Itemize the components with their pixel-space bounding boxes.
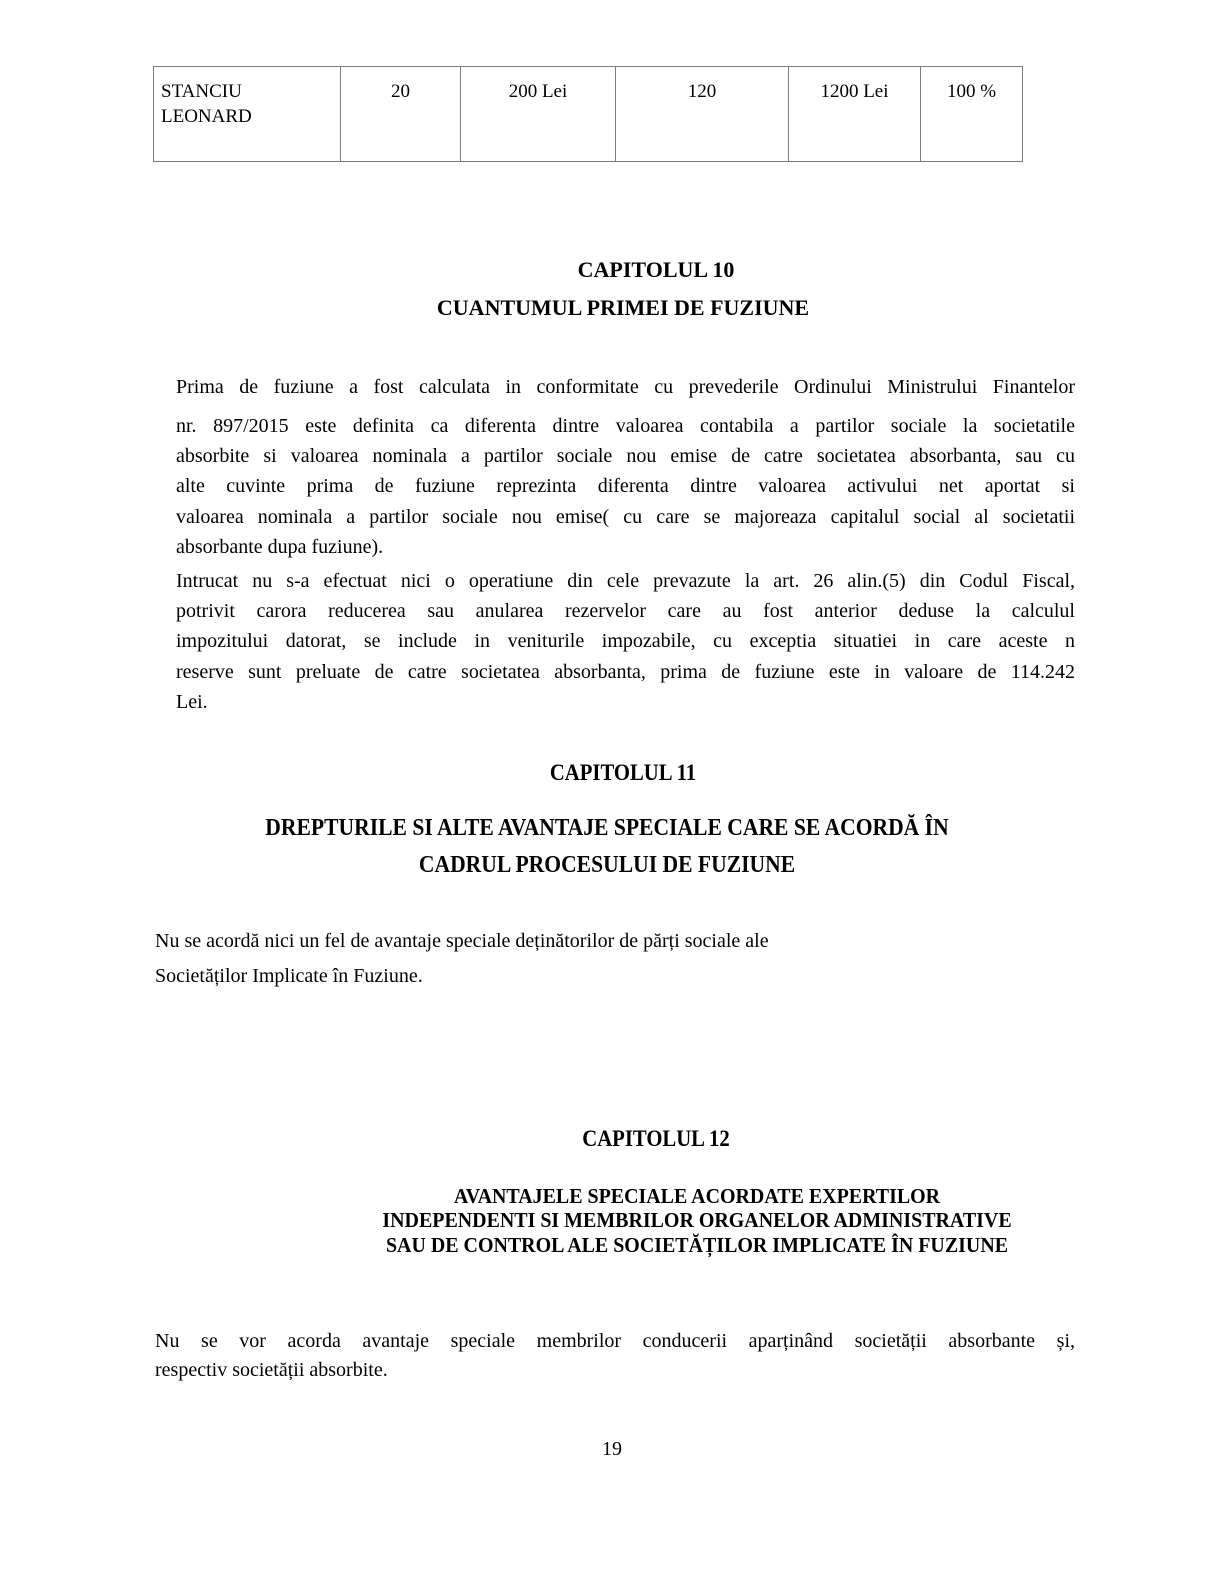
chapter-10-subtitle: CUANTUMUL PRIMEI DE FUZIUNE xyxy=(436,295,810,320)
paragraph-line: Lei. xyxy=(176,690,208,713)
paragraph-line: valoarea nominala a partilor sociale nou emise( cu care se majoreaza capitalul social al societatii xyxy=(176,505,1075,528)
paragraph-line: impozitului datorat, se include in veniturile impozabile, cu exceptia situatiei in care aceste n xyxy=(176,630,1075,653)
paragraph-line: alte cuvinte prima de fuziune reprezinta diferenta dintre valoarea activului net aportat si xyxy=(176,475,1075,498)
chapter-11-title: CAPITOLUL 11 xyxy=(549,760,697,785)
subtitle-line: DREPTURILE SI ALTE AVANTAJE SPECIALE CARE SE ACORDĂ ÎN xyxy=(265,815,949,841)
subtitle-line: CADRUL PROCESULUI DE FUZIUNE xyxy=(418,852,796,878)
chapter-12-subtitle xyxy=(116,1184,1224,1257)
table-cell-percentage: 100 % xyxy=(921,67,1023,162)
chapter-12-title: CAPITOLUL 12 xyxy=(582,1126,730,1151)
table-cell-shares-count: 20 xyxy=(341,67,461,162)
chapter-10-paragraph-2 xyxy=(176,566,1075,717)
paragraph-line: Societăților Implicate în Fuziune. xyxy=(155,965,423,987)
chapter-10-title: CAPITOLUL 10 xyxy=(577,257,735,282)
chapter-10-paragraph-1-continued xyxy=(176,411,1075,562)
chapter-11-paragraph xyxy=(155,924,1075,994)
table-cell-shareholder-name: STANCIU LEONARD xyxy=(154,67,341,162)
paragraph-line: Nu se vor acorda avantaje speciale membrilor conducerii aparținând societății absorbante și, xyxy=(155,1330,1075,1352)
paragraph-line: nr. 897/2015 este definita ca diferenta dintre valoarea contabila a partilor sociale la societatile xyxy=(176,415,1075,437)
chapter-10-paragraph-1 xyxy=(176,372,1075,402)
paragraph-line: respectiv societății absorbite. xyxy=(155,1358,388,1381)
paragraph-line: potrivit carora reducerea sau anularea rezervelor care au fost anterior deduse la calculul xyxy=(176,600,1075,623)
subtitle-line: INDEPENDENTI SI MEMBRILOR ORGANELOR ADMINISTRATIVE xyxy=(382,1208,1012,1233)
chapter-11-subtitle xyxy=(56,810,1158,884)
paragraph-line: reserve sunt preluate de catre societatea absorbanta, prima de fuziune este in valoare de 114.242 xyxy=(176,660,1075,683)
table-cell-nominal-value: 200 Lei xyxy=(461,67,616,162)
page-number: 19 xyxy=(602,1438,622,1460)
chapter-12-paragraph xyxy=(155,1327,1075,1384)
shareholder-table xyxy=(153,66,1023,162)
subtitle-line: AVANTAJELE SPECIALE ACORDATE EXPERTILOR xyxy=(453,1184,941,1208)
paragraph-line: Intrucat nu s-a efectuat nici o operatiune din cele prevazute la art. 26 alin.(5) din Codul Fiscal, xyxy=(176,570,1075,592)
paragraph-line: absorbite si valoarea nominala a partilor sociale nou emise de catre societatea absorbanta, sau cu xyxy=(176,445,1075,468)
table-cell-total-value: 1200 Lei xyxy=(789,67,921,162)
subtitle-line: SAU DE CONTROL ALE SOCIETĂȚILOR IMPLICATE ÎN FUZIUNE xyxy=(385,1232,1009,1257)
paragraph-line: Prima de fuziune a fost calculata in conformitate cu prevederile Ordinului Ministrului Finantelor xyxy=(176,376,1075,398)
paragraph-line: Nu se acordă nici un fel de avantaje speciale deținătorilor de părți sociale ale xyxy=(155,930,769,952)
paragraph-line: absorbante dupa fuziune). xyxy=(176,535,384,558)
table-row xyxy=(154,67,1023,162)
table-cell-new-shares: 120 xyxy=(616,67,789,162)
